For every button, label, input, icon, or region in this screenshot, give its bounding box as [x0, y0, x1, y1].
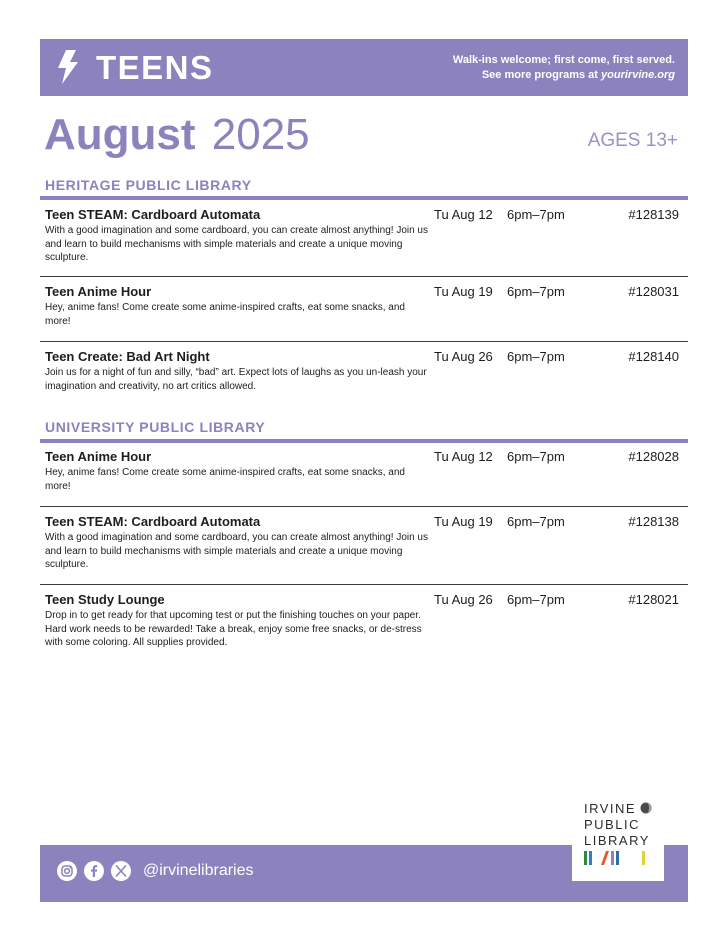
program-code: #128021	[628, 592, 679, 607]
program-time: 6pm–7pm	[507, 284, 565, 299]
month-name: August	[44, 110, 196, 159]
program-time: 6pm–7pm	[507, 207, 565, 222]
program-description: Hey, anime fans! Come create some anime-inspired crafts, eat some snacks, and more!	[45, 467, 405, 492]
program-time: 6pm–7pm	[507, 449, 565, 464]
program-code: #128138	[628, 514, 679, 529]
program-date: Tu Aug 26	[434, 592, 493, 607]
program-description: With a good imagination and some cardboard, you can create almost anything! Join us and learn to build mechanisms with simple materials and create a unique moving sculpture.	[45, 225, 428, 263]
website-link[interactable]: yourirvine.org	[601, 69, 675, 81]
social-handle: @irvinelibraries	[143, 862, 254, 879]
program-date: Tu Aug 19	[434, 514, 493, 529]
program-code: #128140	[628, 349, 679, 364]
age-range: AGES 13+	[587, 130, 678, 151]
program-date: Tu Aug 19	[434, 284, 493, 299]
facebook-icon[interactable]	[84, 861, 104, 881]
logo-spine	[589, 851, 592, 865]
logo-spine	[584, 851, 587, 865]
program-description: Hey, anime fans! Come create some anime-inspired crafts, eat some snacks, and more!	[45, 302, 405, 327]
section-title-heritage: HERITAGE PUBLIC LIBRARY	[45, 177, 252, 193]
program-description: Drop in to get ready for that upcoming test or put the finishing touches on your paper. Hard work needs to be rewarded! Take a break, enjoy some free snacks, or de-stress with some coloring. All supplies provided.	[45, 610, 422, 648]
program-time: 6pm–7pm	[507, 592, 565, 607]
program-description: With a good imagination and some cardboard, you can create almost anything! Join us and learn to build mechanisms with simple materials and create a unique moving sculpture.	[45, 532, 428, 570]
program-title: Teen Anime Hour	[45, 284, 152, 299]
program-row	[40, 200, 688, 277]
x-icon[interactable]	[111, 861, 131, 881]
program-date: Tu Aug 26	[434, 349, 493, 364]
program-code: #128028	[628, 449, 679, 464]
walk-ins-note: Walk-ins welcome; first come, first served.	[452, 54, 675, 66]
instagram-icon[interactable]	[57, 861, 77, 881]
program-code: #128031	[628, 284, 679, 299]
logo-spine	[601, 851, 609, 865]
logo-line-1: IRVINE	[584, 801, 637, 816]
logo-spine	[642, 851, 645, 865]
lightning-bolt-icon	[57, 50, 79, 84]
month-heading	[44, 110, 310, 160]
program-row	[40, 585, 688, 655]
program-description: Join us for a night of fun and silly, “bad” art. Expect lots of laughs as you un-leash your imagination and creativity, no art critics allowed.	[45, 367, 427, 392]
section-title-university: UNIVERSITY PUBLIC LIBRARY	[45, 419, 266, 435]
program-date: Tu Aug 12	[434, 449, 493, 464]
header-note	[453, 53, 675, 83]
program-row	[40, 342, 688, 407]
program-title: Teen Create: Bad Art Night	[45, 349, 210, 364]
program-code: #128139	[628, 207, 679, 222]
book-spines-mark	[584, 851, 650, 865]
program-row	[40, 277, 688, 342]
program-title: Teen Anime Hour	[45, 449, 152, 464]
program-row	[40, 442, 688, 507]
program-title: Teen STEAM: Cardboard Automata	[45, 514, 261, 529]
logo-spine	[611, 851, 614, 865]
irvine-library-logo	[572, 794, 664, 881]
program-title: Teen Study Lounge	[45, 592, 165, 607]
header-bar	[40, 39, 688, 96]
more-programs-text: See more programs at	[481, 69, 602, 81]
page-title: TEENS	[96, 49, 214, 86]
program-date: Tu Aug 12	[434, 207, 493, 222]
more-programs-note	[453, 68, 675, 83]
program-title: Teen STEAM: Cardboard Automata	[45, 207, 261, 222]
logo-line-3: LIBRARY	[584, 833, 650, 848]
program-time: 6pm–7pm	[507, 514, 565, 529]
program-row	[40, 507, 688, 585]
globe-icon	[640, 802, 652, 814]
logo-spine	[616, 851, 619, 865]
logo-line-2: PUBLIC	[584, 817, 640, 832]
program-time: 6pm–7pm	[507, 349, 565, 364]
month-year: 2025	[211, 110, 310, 159]
